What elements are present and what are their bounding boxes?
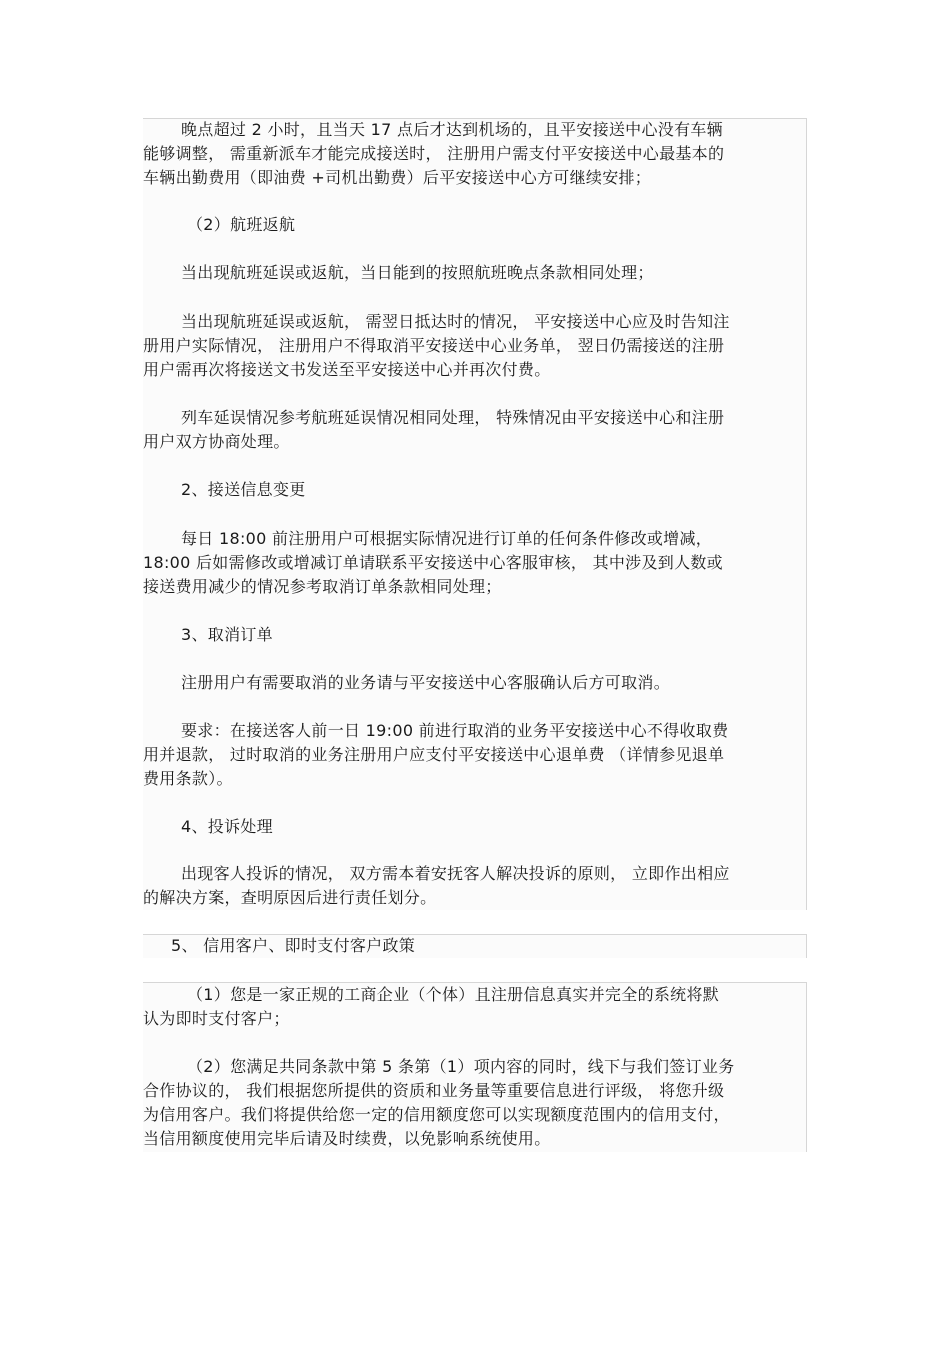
paragraph-flight-delay-fee: 晚点超过 2 小时，且当天 17 点后才达到机场的，且平安接送中心没有车辆 能够调整， 需重新派车才能完成接送时， 注册用户需支付平安接送中心最基本的 车辆出勤费用（即油费 +司机出勤费）后平安接送中心方可继续安排； bbox=[143, 120, 725, 187]
heading-credit-policy: 5、 信用客户、即时支付客户政策 bbox=[171, 936, 416, 955]
heading-cancel-order: 3、取消订单 bbox=[181, 625, 273, 644]
paragraph-info-change: 每日 18:00 前注册用户可根据实际情况进行订单的任何条件修改或增减， 18:00 后如需修改或增减订单请联系平安接送中心客服审核， 其中涉及到人数或 接送费用减少的情况参考取消订单条款相同处理； bbox=[143, 529, 723, 596]
heading-complaints: 4、投诉处理 bbox=[181, 817, 273, 836]
paragraph-same-day-return: 当出现航班延误或返航，当日能到的按照航班晚点条款相同处理； bbox=[181, 263, 654, 282]
paragraph-cancel-order: 注册用户有需要取消的业务请与平安接送中心客服确认后方可取消。 bbox=[181, 673, 671, 692]
paragraph-credit-customer: （2）您满足共同条款中第 5 条第（1）项内容的同时，线下与我们签订业务 合作协议的， 我们根据您所提供的资质和业务量等重要信息进行评级， 将您升级 为信用客户。我们将提供给您一定的信用额度您可以实现额度范围内的信用支付， 当信用额度使用完毕后请及时续费，以免影响系统使用。 bbox=[143, 1057, 735, 1148]
heading-info-change: 2、接送信息变更 bbox=[181, 480, 306, 499]
paragraph-complaints: 出现客人投诉的情况， 双方需本着安抚客人解决投诉的原则， 立即作出相应 的解决方案，查明原因后进行责任划分。 bbox=[143, 864, 730, 907]
paragraph-next-day-arrival: 当出现航班延误或返航， 需翌日抵达时的情况， 平安接送中心应及时告知注 册用户实际情况， 注册用户不得取消平安接送中心业务单， 翌日仍需接送的注册 用户需再次将接送文书发送至平安接送中心并再次付费。 bbox=[143, 312, 730, 379]
heading-flight-return: （2）航班返航 bbox=[187, 215, 296, 234]
paragraph-cancel-requirements: 要求：在接送客人前一日 19:00 前进行取消的业务平安接送中心不得收取费 用并退款， 过时取消的业务注册用户应支付平安接送中心退单费 （详情参见退单 费用条款）。 bbox=[143, 721, 729, 788]
paragraph-train-delay: 列车延误情况参考航班延误情况相同处理， 特殊情况由平安接送中心和注册 用户双方协商处理。 bbox=[143, 408, 725, 451]
paragraph-instant-pay: （1）您是一家正规的工商企业（个体）且注册信息真实并完全的系统将默 认为即时支付客户； bbox=[143, 985, 720, 1028]
